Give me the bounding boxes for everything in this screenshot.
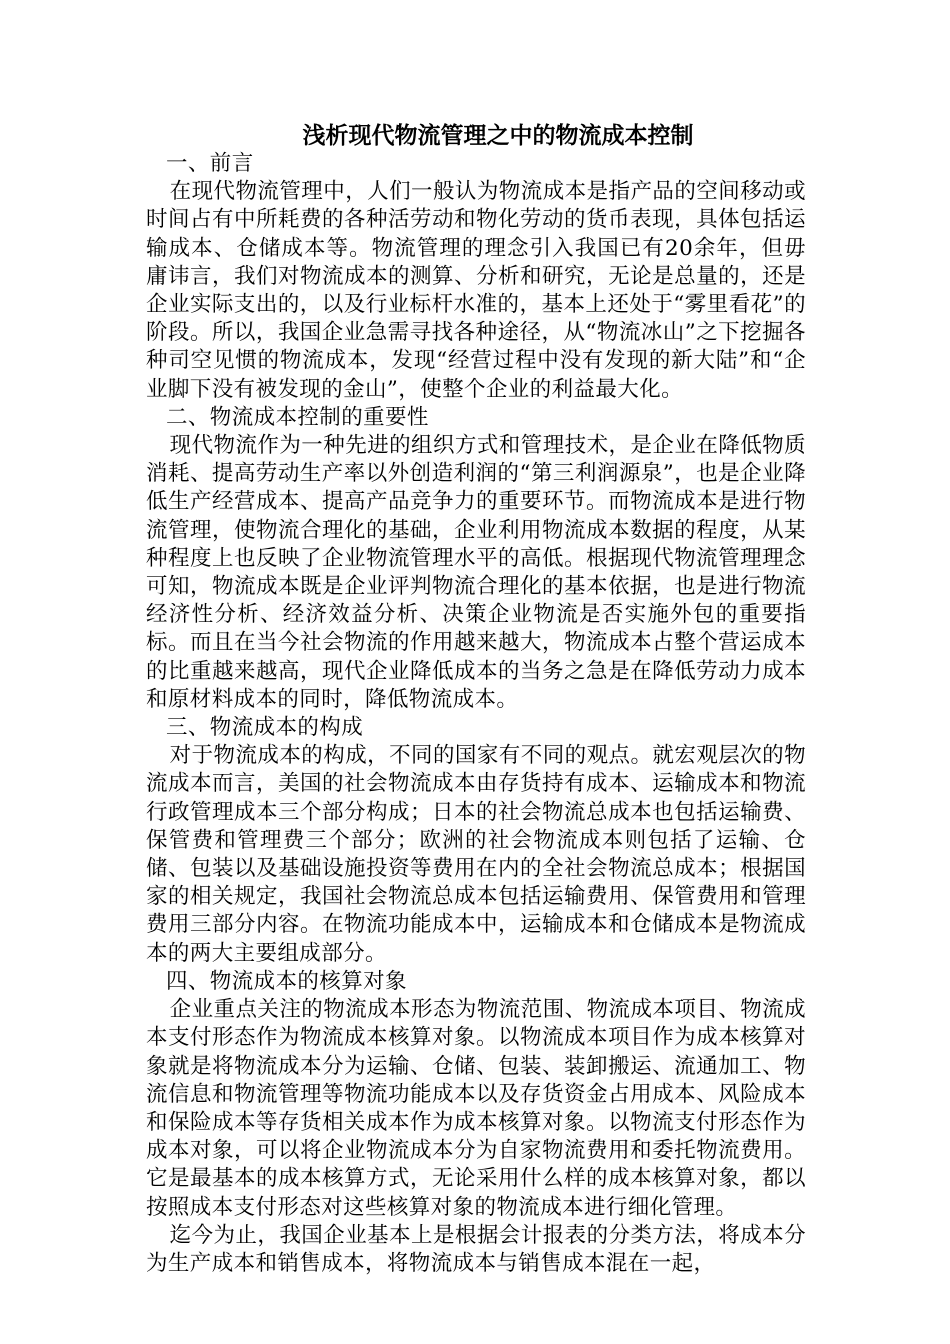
- section-heading-1: 一、前言: [166, 151, 254, 176]
- section-heading-2: 二、物流成本控制的重要性: [166, 404, 429, 430]
- paragraph: 企业重点关注的物流成本形态为物流范围、物流成本项目、物流成本支付形态作为物流成本核算对象。以物流成本项目作为成本核算对象就是将物流成本分为运输、仓储、包装、装卸搬运、流通加工、物流信息和物流管理等物流功能成本以及存货资金占用成本、风险成本和保险成本等存货相关成本作为成本核算对象。以物流支付形态作为成本对象，可以将企业物流成本分为自家物流费用和委托物流费用。它是最基本的成本核算方式，无论采用什么样的成本核算对象，都以按照成本支付形态对这些核算对象的物流成本进行细化管理。: [146, 997, 806, 1220]
- section-heading-3: 三、物流成本的构成: [166, 715, 364, 741]
- paragraph: 对于物流成本的构成，不同的国家有不同的观点。就宏观层次的物流成本而言，美国的社会物流成本由存货持有成本、运输成本和物流行政管理成本三个部分构成；日本的社会物流总成本也包括运输费、保管费和管理费三个部分；欧洲的社会物流成本则包括了运输、仓储、包装以及基础设施投资等费用在内的全社会物流总成本；根据国家的相关规定，我国社会物流总成本包括运输费用、保管费用和管理费用三部分内容。在物流功能成本中，运输成本和仓储成本是物流成本的两大主要组成部分。: [146, 743, 806, 966]
- paragraph: 迄今为止，我国企业基本上是根据会计报表的分类方法，将成本分为生产成本和销售成本，将物流成本与销售成本混在一起，: [146, 1222, 806, 1276]
- section-heading-4: 四、物流成本的核算对象: [166, 968, 407, 994]
- paragraph: 在现代物流管理中，人们一般认为物流成本是指产品的空间移动或时间占有中所耗费的各种活劳动和物化劳动的货币表现，具体包括运输成本、仓储成本等。物流管理的理念引入我国已有20余年，但毋庸讳言，我们对物流成本的测算、分析和研究，无论是总量的，还是企业实际支出的，以及行业标杆水准的，基本上还处于“雾里看花”的阶段。所以，我国企业急需寻找各种途径，从“物流冰山”之下挖掘各种司空见惯的物流成本，发现“经营过程中没有发现的新大陆”和“企业脚下没有被发现的金山”，使整个企业的利益最大化。: [146, 179, 806, 402]
- document-body: [146, 150, 806, 1278]
- paragraph: 现代物流作为一种先进的组织方式和管理技术，是企业在降低物质消耗、提高劳动生产率以外创造利润的“第三利润源泉”，也是企业降低生产经营成本、提高产品竞争力的重要环节。而物流成本是进行物流管理，使物流合理化的基础，企业利用物流成本数据的程度，从某种程度上也反映了企业物流管理水平的高低。根据现代物流管理理念可知，物流成本既是企业评判物流合理化的基本依据，也是进行物流经济性分析、经济效益分析、决策企业物流是否实施外包的重要指标。而且在当今社会物流的作用越来越大，物流成本占整个营运成本的比重越来越高，现代企业降低成本的当务之急是在降低劳动力成本和原材料成本的同时，降低物流成本。: [146, 433, 806, 712]
- document-title: 浅析现代物流管理之中的物流成本控制: [302, 123, 694, 149]
